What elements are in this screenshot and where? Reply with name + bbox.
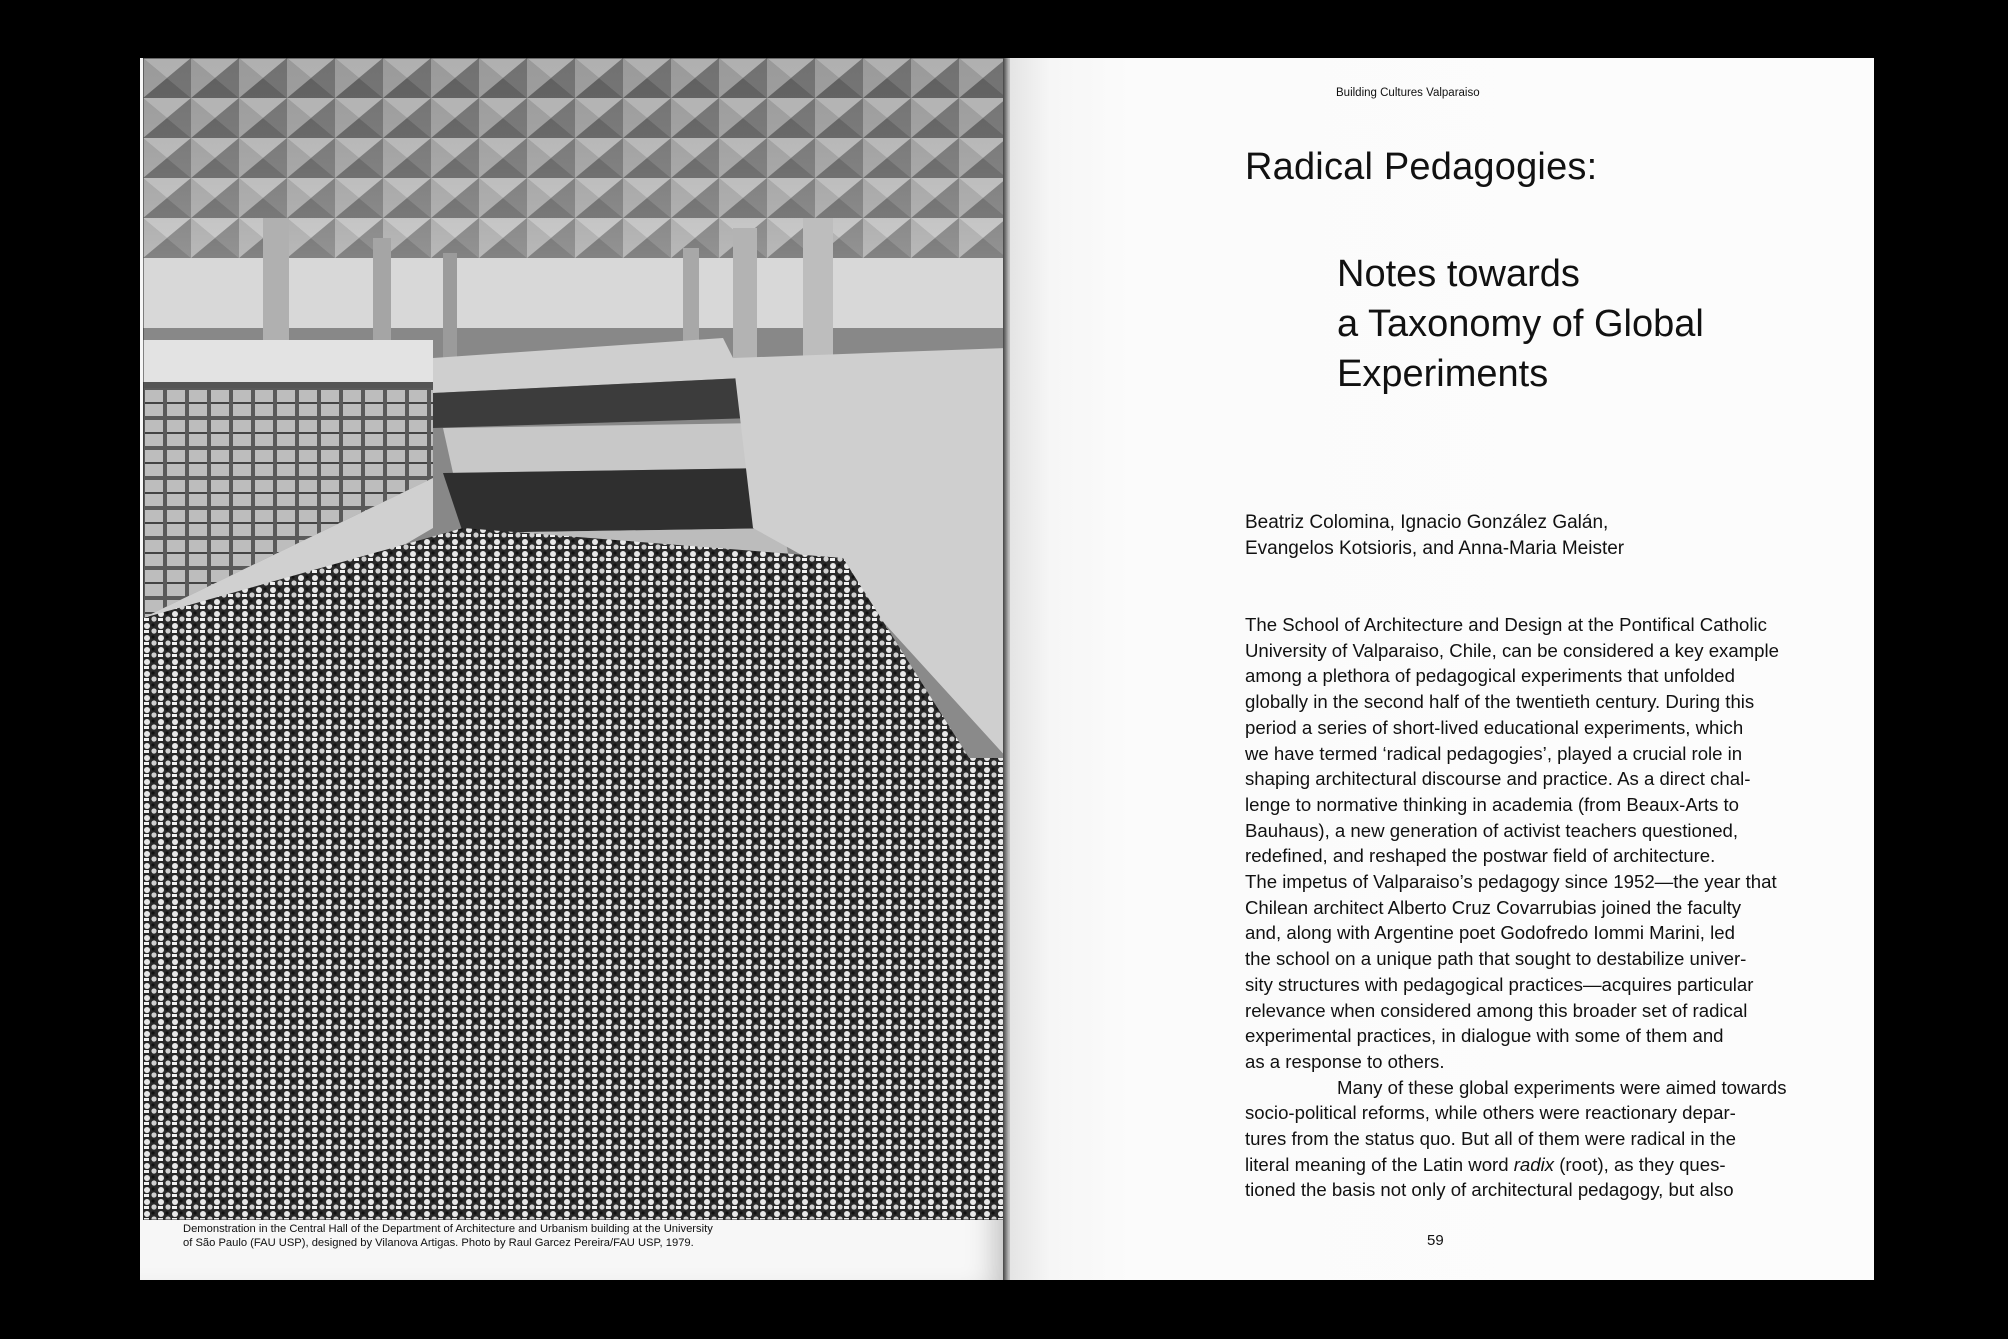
article-subtitle — [1337, 249, 1817, 399]
text-line: tioned the basis not only of architectural pedagogy, but also — [1245, 1179, 1734, 1201]
author-list — [1245, 510, 1765, 562]
text-line: sity structures with pedagogical practices—acquires particular — [1245, 973, 1754, 995]
author-line: Evangelos Kotsioris, and Anna-Maria Meister — [1245, 538, 1625, 559]
running-head: Building Cultures Valparaiso — [1336, 87, 1480, 99]
article-title: Radical Pedagogies: — [1245, 146, 1598, 188]
author-line: Beatriz Colomina, Ignacio González Galán, — [1245, 512, 1609, 533]
text-line: period a series of short-lived educational experiments, which — [1245, 716, 1744, 738]
text-line: The impetus of Valparaiso’s pedagogy since 1952—the year that — [1245, 871, 1777, 893]
subtitle-line: Notes towards — [1337, 253, 1580, 295]
paragraph-2 — [1245, 1075, 1830, 1204]
caption-line: Demonstration in the Central Hall of the Department of Architecture and Urbanism building at the University — [183, 1223, 713, 1235]
crowd-photo — [143, 58, 1007, 1220]
italic-term: radix — [1513, 1153, 1555, 1175]
text-line: Bauhaus), a new generation of activist teachers questioned, — [1245, 819, 1739, 841]
caption-line: of São Paulo (FAU USP), designed by Vilanova Artigas. Photo by Raul Garcez Pereira/FAU USP, 1979. — [183, 1237, 694, 1249]
text-line: shaping architectural discourse and practice. As a direct chal- — [1245, 768, 1751, 790]
text-line: among a plethora of pedagogical experiments that unfolded — [1245, 665, 1735, 687]
subtitle-line: a Taxonomy of Global — [1337, 303, 1704, 345]
text-line: relevance when considered among this broader set of radical — [1245, 999, 1748, 1021]
text-line: Chilean architect Alberto Cruz Covarrubias joined the faculty — [1245, 896, 1742, 918]
paragraph-1 — [1245, 612, 1830, 1075]
text-span: (root), as they ques- — [1554, 1153, 1726, 1175]
subtitle-line: Experiments — [1337, 353, 1549, 395]
text-line: lenge to normative thinking in academia (from Beaux-Arts to — [1245, 793, 1740, 815]
text-line: we have termed ‘radical pedagogies’, played a crucial role in — [1245, 742, 1743, 764]
body-text — [1245, 612, 1830, 1203]
text-line: redefined, and reshaped the postwar field of architecture. — [1245, 845, 1716, 867]
text-line: the school on a unique path that sought to destabilize univer- — [1245, 948, 1747, 970]
page-number: 59 — [1427, 1232, 1444, 1249]
text-line: University of Valparaiso, Chile, can be considered a key example — [1245, 639, 1779, 661]
text-line — [1245, 1152, 1830, 1178]
text-line: experimental practices, in dialogue with some of them and — [1245, 1025, 1724, 1047]
text-line: The School of Architecture and Design at the Pontifical Catholic — [1245, 614, 1767, 635]
text-line: as a response to others. — [1245, 1050, 1445, 1072]
text-span: literal meaning of the Latin word — [1245, 1153, 1514, 1175]
text-line: globally in the second half of the twentieth century. During this — [1245, 691, 1755, 713]
text-line: socio-political reforms, while others were reactionary depar- — [1245, 1102, 1736, 1124]
text-line: tures from the status quo. But all of them were radical in the — [1245, 1128, 1736, 1150]
text-line: and, along with Argentine poet Godofredo Iommi Marini, led — [1245, 922, 1735, 944]
text-line: Many of these global experiments were aimed towards — [1337, 1076, 1787, 1098]
photo-caption — [183, 1222, 823, 1250]
